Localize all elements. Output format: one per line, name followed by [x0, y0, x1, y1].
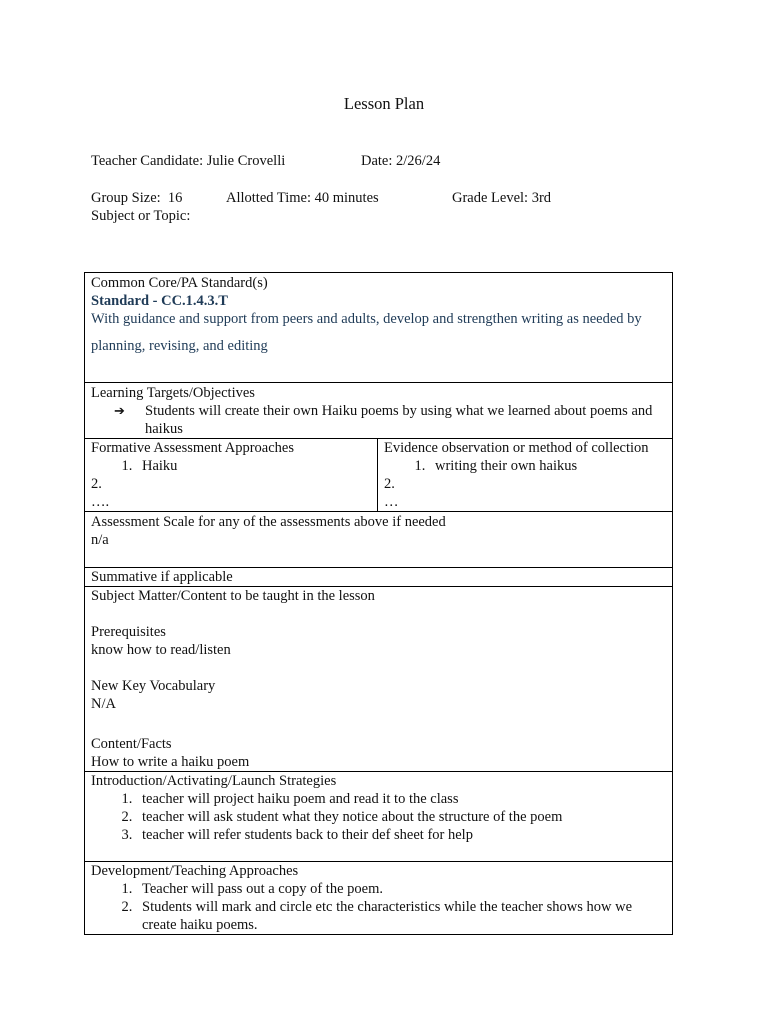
formative-cell	[85, 439, 378, 512]
formative-heading: Formative Assessment Approaches	[91, 440, 294, 456]
evidence-item-3: …	[384, 494, 399, 510]
standards-row	[85, 273, 673, 383]
formative-list	[91, 457, 371, 475]
content-heading: Content/Facts	[91, 736, 172, 752]
summative-row	[85, 568, 673, 587]
formative-item-2: 2.	[91, 476, 102, 492]
assessment-row	[85, 439, 673, 512]
evidence-item-2: 2.	[384, 476, 395, 492]
scale-cell	[85, 512, 673, 568]
grade-level: Grade Level: 3rd	[452, 190, 552, 206]
list-item: 1. Teacher will pass out a copy of the poem.	[136, 880, 646, 898]
targets-heading: Learning Targets/Objectives	[91, 385, 255, 401]
list-item: 2. Students will mark and circle etc the characteristics while the teacher shows how we create haiku poems.	[136, 898, 646, 934]
targets-cell	[85, 383, 673, 439]
development-row	[85, 862, 673, 935]
standard-text: With guidance and support from peers and adults, develop and strengthen writing as needed by planning, revising, and editing	[91, 311, 642, 354]
lesson-date: Date: 2/26/24	[361, 153, 441, 169]
introduction-list	[91, 790, 666, 844]
content-value: How to write a haiku poem	[91, 754, 250, 770]
scale-row	[85, 512, 673, 568]
list-item: 3. teacher will refer students back to their def sheet for help	[136, 826, 666, 844]
summative-cell	[85, 568, 673, 587]
evidence-heading: Evidence observation or method of collection	[384, 440, 649, 456]
introduction-heading: Introduction/Activating/Launch Strategies	[91, 773, 337, 789]
arrow-right-icon: ➔	[114, 403, 125, 418]
prerequisites-heading: Prerequisites	[91, 624, 166, 640]
development-cell	[85, 862, 673, 935]
allotted-time: Allotted Time: 40 minutes	[226, 190, 379, 206]
list-item: 2. teacher will ask student what they notice about the structure of the poem	[136, 808, 666, 826]
introduction-row	[85, 772, 673, 862]
vocabulary-value: N/A	[91, 696, 116, 712]
standards-heading: Common Core/PA Standard(s)	[91, 275, 268, 291]
group-size: Group Size: 16	[91, 190, 183, 206]
lesson-plan-table	[84, 272, 673, 935]
scale-heading: Assessment Scale for any of the assessments above if needed	[91, 514, 446, 530]
subject-matter-cell	[85, 587, 673, 772]
list-item: 1. teacher will project haiku poem and read it to the class	[136, 790, 666, 808]
subject-matter-heading: Subject Matter/Content to be taught in the lesson	[91, 588, 375, 604]
vocabulary-heading: New Key Vocabulary	[91, 678, 216, 694]
subject-topic: Subject or Topic:	[91, 208, 191, 224]
formative-item-3: ….	[91, 494, 110, 510]
page-title: Lesson Plan	[343, 94, 425, 113]
development-heading: Development/Teaching Approaches	[91, 863, 299, 879]
formative-item: 1. Haiku	[136, 457, 371, 475]
standard-code: Standard - CC.1.4.3.T	[91, 293, 228, 309]
development-list	[91, 880, 666, 934]
introduction-cell	[85, 772, 673, 862]
scale-value: n/a	[91, 532, 109, 548]
evidence-item: 1. writing their own haikus	[429, 457, 666, 475]
subject-matter-row	[85, 587, 673, 772]
evidence-list	[384, 457, 666, 475]
teacher-candidate: Teacher Candidate: Julie Crovelli	[91, 153, 286, 169]
target-item: ➔ Students will create their own Haiku poems by using what we learned about poems and haikus	[114, 403, 653, 437]
standards-cell	[85, 273, 673, 383]
targets-list	[91, 402, 666, 438]
evidence-cell	[378, 439, 673, 512]
summative-heading: Summative if applicable	[91, 569, 233, 585]
prerequisites-value: know how to read/listen	[91, 642, 231, 658]
targets-row	[85, 383, 673, 439]
